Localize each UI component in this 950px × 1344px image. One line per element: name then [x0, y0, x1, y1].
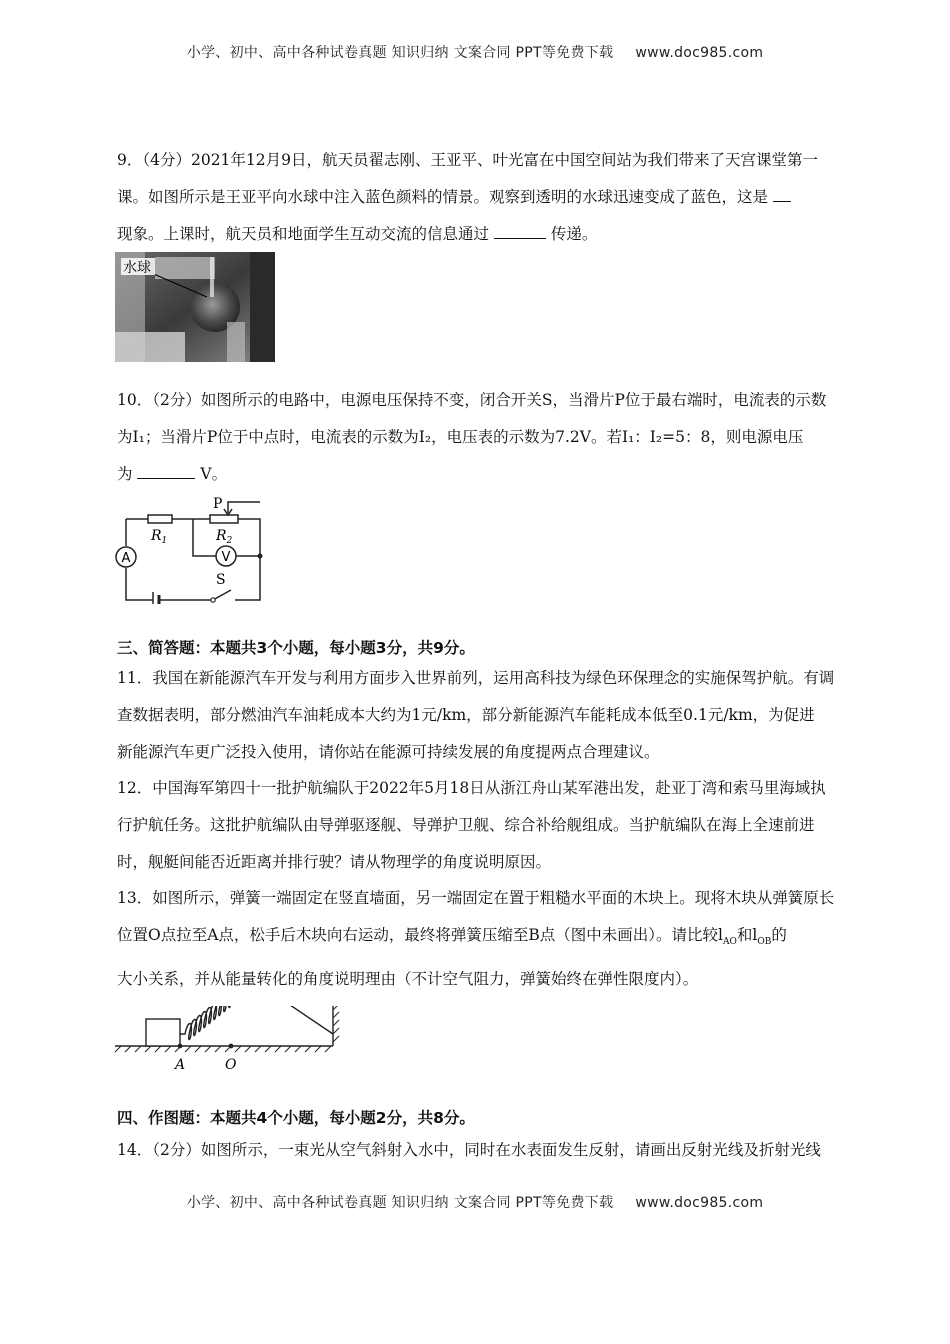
q13-line2: [117, 917, 869, 961]
question-9: [117, 142, 869, 253]
question-10: [117, 382, 869, 493]
q10-line3: [117, 456, 869, 493]
q13-line2-text: 位置O点拉至A点，松手后木块向右运动，最终将弹簧压缩至B点（图中未画出）。请比较: [117, 926, 719, 944]
question-12: [117, 770, 869, 881]
l-ao: $l_{AO}$: [718, 926, 737, 948]
q11-line3: 新能源汽车更广泛投入使用，请你站在能源可持续发展的角度提两点合理建议。: [117, 743, 660, 761]
q12-line3: 时，舰艇间能否近距离并排行驶？请从物理学的角度说明原因。: [117, 853, 552, 871]
q13-line2-end: 的: [771, 926, 787, 944]
footer-text: 小学、初中、高中各种试卷真题 知识归纳 文案合同 PPT等免费下载: [186, 1195, 614, 1211]
q13-line3: 大小关系，并从能量转化的角度说明理由（不计空气阻力，弹簧始终在弹性限度内）。: [117, 970, 699, 989]
water-ball-label: 水球: [123, 260, 151, 276]
spring-block-diagram: [113, 1006, 343, 1076]
header-text: 小学、初中、高中各种试卷真题 知识归纳 文案合同 PPT等免费下载: [186, 45, 614, 61]
resistor-r2: [210, 515, 238, 523]
r1-label: $R_1$: [151, 528, 168, 546]
q9-blank-2[interactable]: [494, 222, 546, 239]
q9-line3: [117, 216, 869, 253]
q14-line1: 14．（2分）如图所示，一束光从空气斜射入水中，同时在水表面发生反射，请画出反射光线及折射光线: [117, 1141, 821, 1159]
q9-line2: [117, 179, 869, 216]
question-11: [117, 660, 869, 771]
l-ob: $l_{OB}$: [752, 926, 772, 948]
section-3-heading: 三、简答题：本题共3个小题，每小题3分，共9分。: [117, 639, 475, 657]
voltmeter-label: V: [221, 550, 231, 565]
spring-coil: [180, 1006, 333, 1040]
wall-hatching: [333, 1006, 339, 1042]
circuit-diagram: [113, 494, 268, 604]
point-o-label: O: [225, 1057, 237, 1073]
page-footer: [0, 1192, 950, 1212]
q11-line2: 查数据表明，部分燃油汽车油耗成本大约为1元/km，部分新能源汽车能耗成本低至0.1元/km，为促进: [117, 706, 815, 724]
point-a-label: A: [175, 1057, 186, 1073]
junction-dot: [258, 554, 263, 559]
switch-label: S: [216, 572, 226, 588]
q12-line2: 行护航任务。这批护航编队由导弹驱逐舰、导弹护卫舰、综合补给舰组成。当护航编队在海上全速前进: [117, 816, 815, 834]
water-ball-photo: [115, 252, 275, 362]
question-14: [117, 1132, 869, 1169]
q9-line3-text: 现象。上课时，航天员和地面学生互动交流的信息通过: [117, 225, 490, 243]
ammeter-label: A: [121, 551, 131, 566]
q13-line1: 13．如图所示，弹簧一端固定在竖直墙面，另一端固定在置于粗糙水平面的木块上。现将木块从弹簧原长: [117, 889, 835, 907]
switch-contact: [211, 598, 215, 602]
point-o-dot: [229, 1044, 234, 1049]
q9-blank-1[interactable]: [773, 185, 791, 202]
q9-line2-text: 课。如图所示是王亚平向水球中注入蓝色颜料的情景。观察到透明的水球迅速变成了蓝色，这是: [117, 188, 769, 206]
q10-line1: 10．（2分）如图所示的电路中，电源电压保持不变，闭合开关S，当滑片P位于最右端时，电流表的示数: [117, 391, 827, 409]
footer-url[interactable]: www.doc985.com: [635, 1195, 764, 1211]
q10-line3-end: V。: [200, 465, 228, 483]
page-header: [0, 42, 950, 62]
question-13: [117, 880, 869, 998]
q10-line3-text: 为: [117, 465, 133, 483]
r2-label: $R_2$: [216, 528, 233, 546]
point-a-dot: [178, 1044, 183, 1049]
slider-label: P: [213, 496, 223, 512]
q13-and: 和: [736, 926, 753, 944]
header-url[interactable]: www.doc985.com: [635, 45, 764, 61]
q12-line1: 12．中国海军第四十一批护航编队于2022年5月18日从浙江舟山某军港出发，赴亚丁湾和索马里海域执: [117, 779, 826, 797]
q10-line2: 为I₁；当滑片P位于中点时，电流表的示数为I₂，电压表的示数为7.2V。若I₁：I₂=5：8，则电源电压: [117, 428, 804, 446]
wooden-block: [146, 1019, 180, 1046]
q9-line1: 9．（4分）2021年12月9日，航天员翟志刚、王亚平、叶光富在中国空间站为我们带来了天宫课堂第一: [117, 151, 819, 169]
resistor-r1: [148, 515, 172, 523]
q9-line3-end: 传递。: [550, 225, 598, 243]
q10-blank-1[interactable]: [137, 462, 195, 479]
q11-line1: 11．我国在新能源汽车开发与利用方面步入世界前列，运用高科技为绿色环保理念的实施保驾护航。有调: [117, 669, 835, 687]
ground-hatching: [115, 1046, 331, 1052]
section-4-heading: 四、作图题：本题共4个小题，每小题2分，共8分。: [117, 1109, 475, 1127]
